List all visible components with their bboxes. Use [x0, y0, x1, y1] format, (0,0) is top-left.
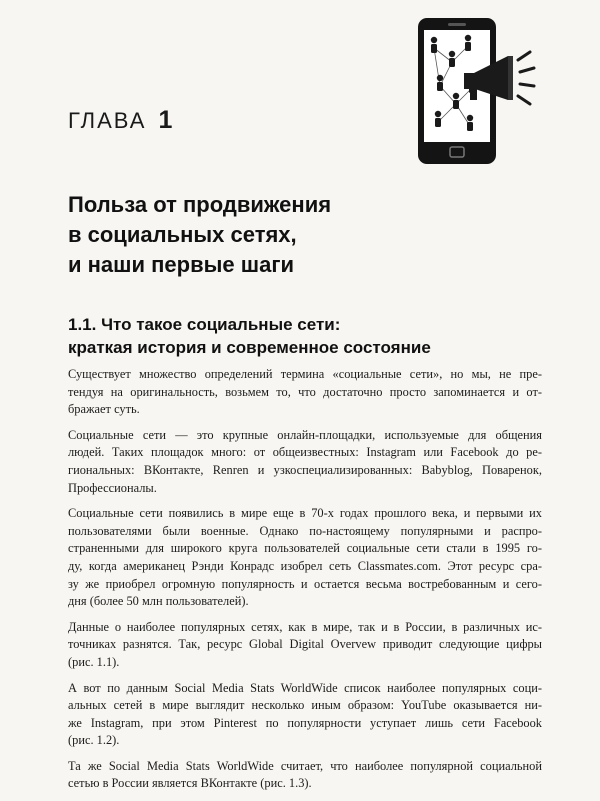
paragraph — [68, 366, 542, 419]
section-title — [68, 313, 548, 359]
chapter-number: 1 — [158, 106, 173, 134]
chapter-title-line: в социальных сетях, — [68, 222, 297, 247]
chapter-title — [68, 190, 538, 280]
text-line: зу же приобрел огромную популярность и остается весьма востребованным и сего- — [68, 576, 542, 591]
body-text — [68, 366, 542, 801]
text-line: (рис. 1.2). — [68, 733, 120, 748]
text-line: альных сетей в мире выглядит несколько иным образом: YouTube оказывается ни- — [68, 698, 542, 713]
section-title-line: 1.1. Что такое социальные сети: — [68, 315, 341, 334]
chapter-title-line: Польза от продвижения — [68, 192, 332, 217]
text-line: людей. Таких площадок много: от общеизвестных: Instagram или Facebook до ре- — [68, 445, 542, 460]
text-line: Социальные сети — это крупные онлайн-площадки, используемые для общения — [68, 427, 542, 442]
paragraph — [68, 619, 542, 672]
text-line: пользователями были военные. Однако по-настоящему популярными и распро- — [68, 523, 542, 538]
text-line: Профессионалы. — [68, 480, 157, 495]
text-line: страненными для широкого круга пользователей социальные сети стали в 1995 го- — [68, 541, 542, 556]
section-title-line: краткая история и современное состояние — [68, 338, 431, 357]
text-line: Та же Social Media Stats WorldWide считает, что наиболее популярной социальной — [68, 758, 542, 773]
text-line: А вот по данным Social Media Stats WorldWide список наиболее популярных соци- — [68, 680, 542, 695]
text-line: гиональных: ВКонтакте, Renren и узкоспециализированных: Babyblog, Поваренок, — [68, 462, 542, 477]
text-line: бражает суть. — [68, 402, 140, 417]
chapter-title-line: и наши первые шаги — [68, 252, 295, 277]
text-line: Существует множество определений термина «социальные сети», но мы, не пре- — [68, 367, 542, 381]
chapter-label — [68, 106, 172, 135]
text-line: сетью в России является ВКонтакте (рис. 1.3). — [68, 776, 312, 791]
paragraph — [68, 680, 542, 750]
paragraph — [68, 758, 542, 793]
text-line: Данные о наиболее популярных сетях, как в мире, так и в России, в различных ис- — [68, 619, 542, 634]
text-line: (рис. 1.1). — [68, 654, 120, 669]
smartphone-megaphone-people-icon — [412, 16, 542, 166]
paragraph — [68, 505, 542, 611]
text-line: точниках разнятся. Так, ресурс Global Digital Overvew приводит следующие цифры — [68, 637, 542, 652]
text-line: тендуя на оригинальность, возьмем то, что достаточно просто запоминается и от- — [68, 384, 542, 399]
text-line: Социальные сети появились в мире еще в 70-х годах прошлого века, и первыми их — [68, 506, 542, 521]
text-line: же Instagram, при этом Pinterest по популярности уступает лишь сети Facebook — [68, 715, 542, 730]
text-line: ду, когда американец Рэнди Конрадс изобрел сеть Classmates.com. Этот ресурс сра- — [68, 558, 542, 573]
text-line: дня (более 50 млн пользователей). — [68, 594, 249, 609]
chapter-word: ГЛАВА — [68, 108, 147, 133]
paragraph — [68, 427, 542, 497]
